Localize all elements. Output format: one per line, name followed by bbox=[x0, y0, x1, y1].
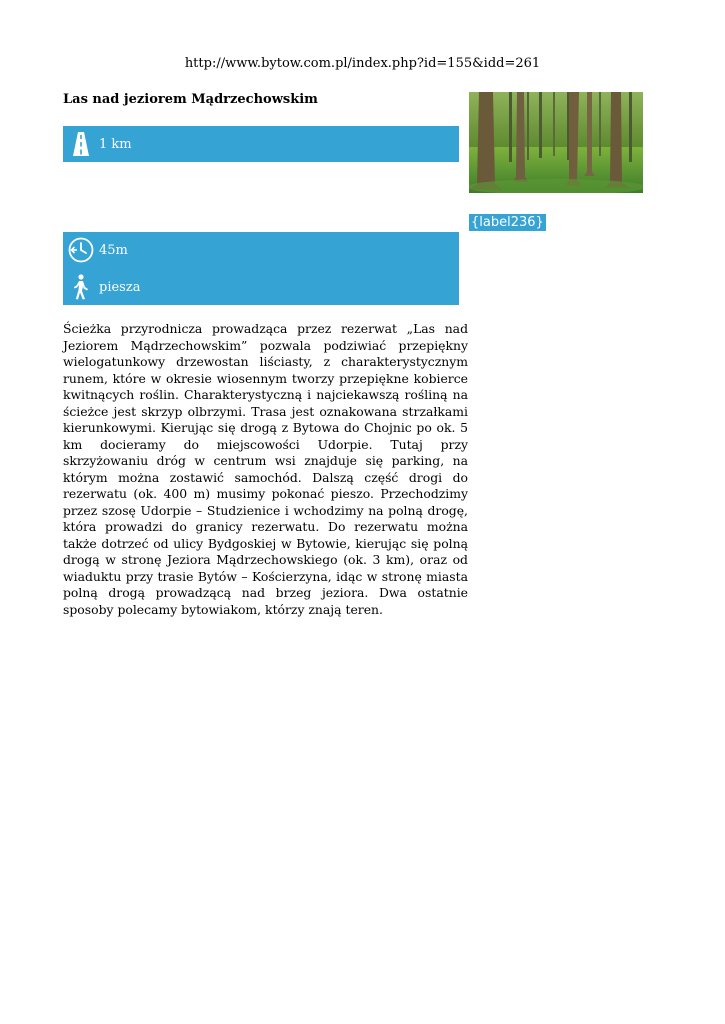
page-title: Las nad jeziorem Mądrzechowskim bbox=[63, 92, 318, 107]
clock-icon bbox=[68, 237, 94, 263]
route-info-bar bbox=[63, 232, 459, 305]
distance-value: 1 km bbox=[99, 136, 132, 152]
walker-icon bbox=[68, 274, 94, 300]
page-url[interactable]: http://www.bytow.com.pl/index.php?id=155&idd=261 bbox=[184, 56, 541, 71]
time-value: 45m bbox=[99, 242, 128, 258]
mode-value: piesza bbox=[99, 279, 141, 295]
forest-photo bbox=[469, 92, 643, 193]
distance-bar bbox=[63, 126, 459, 162]
label-placeholder: {label236} bbox=[471, 215, 544, 230]
road-icon bbox=[68, 131, 94, 157]
article-text: Ścieżka przyrodnicza prowadząca przez rezerwat „Las nad Jeziorem Mądrzechowskim” pozwala podziwiać przepiękny wielogatunkowy drzewostan liściasty, z charakterystycznym runem, które w okresie wiosennym tworzy przepiękne kobierce kwitnących roślin. Charakterystyczną i najciekawszą rośliną na ścieżce jest skrzyp olbrzymi. Trasa jest oznakowana strzałkami kierunkowymi. Kierując się drogą z Bytowa do Chojnic po ok. 5 km docieramy do miejscowości Udorpie. Tutaj przy skrzyżowaniu dróg w centrum wsi znajduje się parking, na którym można zostawić samochód. Dalszą część drogi do rezerwatu (ok. 400 m) musimy pokonać pieszo. Przechodzimy przez szosę Udorpie – Studzienice i wchodzimy na polną drogę, która prowadzi do granicy rezerwatu. Do rezerwatu można także dotrzeć od ulicy Bydgoskiej w Bytowie, kierując się polną drogą w stronę Jeziora Mądrzechowskiego (ok. 3 km), oraz od wiaduktu przy trasie Bytów – Kościerzyna, idąc w stronę miasta polną drogą prowadzącą nad brzeg jeziora. Dwa ostatnie sposoby polecamy bytowiakom, którzy znają teren. bbox=[63, 321, 468, 617]
